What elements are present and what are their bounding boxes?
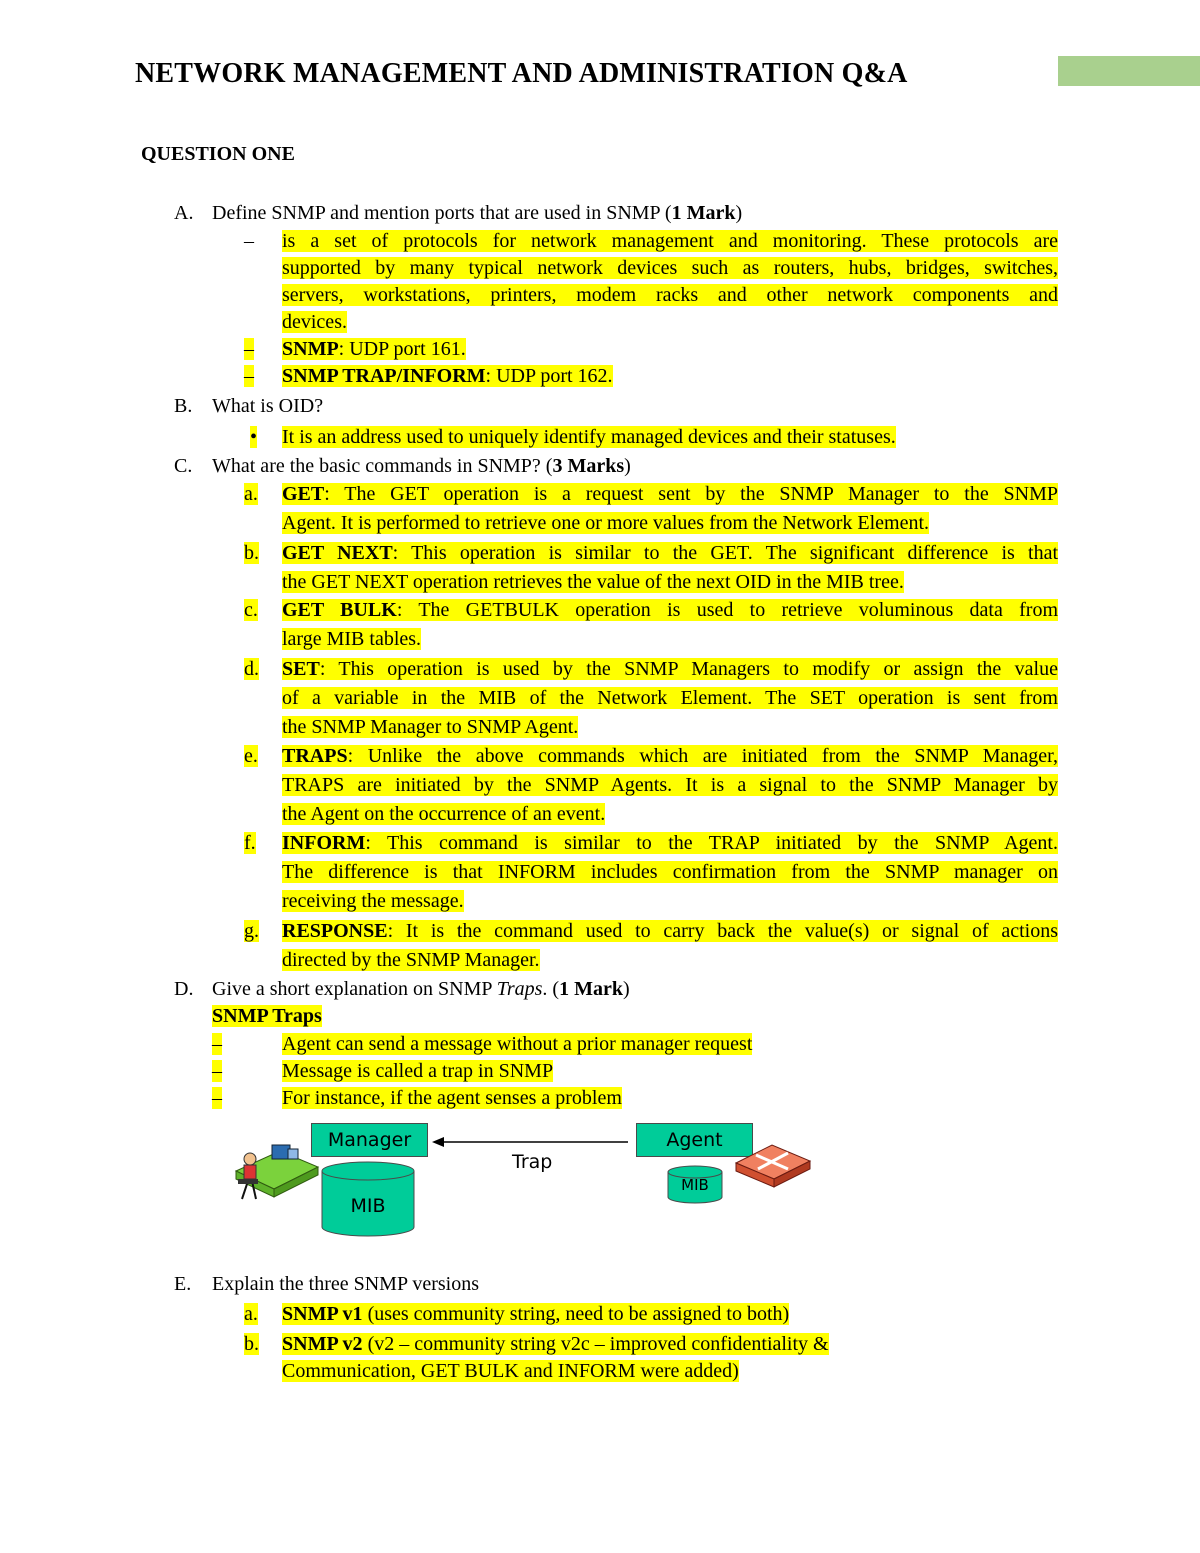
command-marker: g.	[244, 920, 259, 942]
version-2-marker: b.	[244, 1333, 259, 1355]
port-2: SNMP TRAP/INFORM: UDP port 162.	[282, 365, 613, 387]
version-1-marker: a.	[244, 1303, 258, 1325]
command-line: directed by the SNMP Manager.	[282, 949, 540, 971]
version-1: SNMP v1 (uses community string, need to be assigned to both)	[282, 1303, 790, 1325]
command-marker: c.	[244, 599, 258, 621]
router-icon	[732, 1141, 814, 1191]
section-b-answer: It is an address used to uniquely identify managed devices and their statuses.	[282, 426, 896, 448]
command-line: TRAPS are initiated by the SNMP Agents. It is a signal to the SNMP Manager by	[282, 774, 1058, 796]
section-d-question: Give a short explanation on SNMP Traps. (1 Mark)	[212, 978, 630, 1000]
trap-point-3-dash: –	[212, 1087, 222, 1109]
command-line: the GET NEXT operation retrieves the value of the next OID in the MIB tree.	[282, 571, 904, 593]
command-marker: a.	[244, 483, 258, 505]
command-line: SET: This operation is used by the SNMP Managers to modify or assign the value	[282, 658, 1058, 680]
agent-mib-label: MIB	[681, 1176, 709, 1194]
section-a-marker: A.	[174, 202, 194, 224]
command-line: RESPONSE: It is the command used to carry back the value(s) or signal of actions	[282, 920, 1058, 942]
command-line: GET NEXT: This operation is similar to the GET. The significant difference is that	[282, 542, 1059, 564]
command-marker: e.	[244, 745, 258, 767]
section-c-marker: C.	[174, 455, 193, 477]
version-2-line-1: SNMP v2 (v2 – community string v2c – improved confidentiality &	[282, 1333, 829, 1355]
command-line: the SNMP Manager to SNMP Agent.	[282, 716, 579, 738]
section-a-def-line-2: supported by many typical network devices such as routers, hubs, bridges, switches,	[282, 257, 1058, 279]
version-2-line-2: Communication, GET BULK and INFORM were added)	[282, 1360, 739, 1382]
port-1: SNMP: UDP port 161.	[282, 338, 466, 360]
snmp-trap-diagram	[230, 1115, 850, 1245]
section-c-question: What are the basic commands in SNMP? (3 Marks)	[212, 455, 631, 477]
section-a-def-line-3: servers, workstations, printers, modem racks and other network components and	[282, 284, 1058, 306]
section-e-marker: E.	[174, 1273, 192, 1295]
trap-point-2-dash: –	[212, 1060, 222, 1082]
section-b-question: What is OID?	[212, 395, 324, 417]
command-marker: d.	[244, 658, 259, 680]
traps-heading: SNMP Traps	[212, 1005, 322, 1027]
question-heading: QUESTION ONE	[141, 143, 295, 165]
section-e-question: Explain the three SNMP versions	[212, 1273, 480, 1295]
trap-point-1-dash: –	[212, 1033, 222, 1055]
command-line: GET BULK: The GETBULK operation is used to retrieve voluminous data from	[282, 599, 1058, 621]
manager-box: Manager	[311, 1123, 428, 1157]
trap-label: Trap	[512, 1151, 553, 1173]
command-line: Agent. It is performed to retrieve one or more values from the Network Element.	[282, 512, 930, 534]
command-line: INFORM: This command is similar to the TRAP initiated by the SNMP Agent.	[282, 832, 1058, 854]
trap-point-1: Agent can send a message without a prior manager request	[282, 1033, 753, 1055]
manager-mib-label: MIB	[350, 1195, 386, 1217]
trap-point-3: For instance, if the agent senses a problem	[282, 1087, 622, 1109]
port-1-dash: –	[244, 338, 254, 360]
command-line: GET: The GET operation is a request sent by the SNMP Manager to the SNMP	[282, 483, 1058, 505]
section-a-def-line-4: devices.	[282, 311, 347, 333]
command-line: large MIB tables.	[282, 628, 422, 650]
document-title: NETWORK MANAGEMENT AND ADMINISTRATION Q&A	[135, 58, 908, 89]
section-a-def-dash: –	[244, 230, 254, 252]
section-a-def-line-1: is a set of protocols for network management and monitoring. These protocols are	[282, 230, 1058, 252]
command-line: receiving the message.	[282, 890, 464, 912]
command-marker: b.	[244, 542, 259, 564]
workstation-icon	[232, 1137, 320, 1205]
trap-arrow-icon	[430, 1135, 630, 1149]
command-marker: f.	[244, 832, 256, 854]
command-line: the Agent on the occurrence of an event.	[282, 803, 606, 825]
command-line: of a variable in the MIB of the Network Element. The SET operation is sent from	[282, 687, 1058, 709]
section-b-marker: B.	[174, 395, 193, 417]
trap-point-2: Message is called a trap in SNMP	[282, 1060, 554, 1082]
section-b-bullet: •	[250, 426, 258, 448]
command-line: The difference is that INFORM includes confirmation from the SNMP manager on	[282, 861, 1058, 883]
port-2-dash: –	[244, 365, 254, 387]
header-accent-bar	[1058, 56, 1200, 86]
command-line: TRAPS: Unlike the above commands which are initiated from the SNMP Manager,	[282, 745, 1058, 767]
section-a-question: Define SNMP and mention ports that are used in SNMP (1 Mark)	[212, 202, 743, 224]
section-d-marker: D.	[174, 978, 194, 1000]
agent-box: Agent	[636, 1123, 753, 1157]
